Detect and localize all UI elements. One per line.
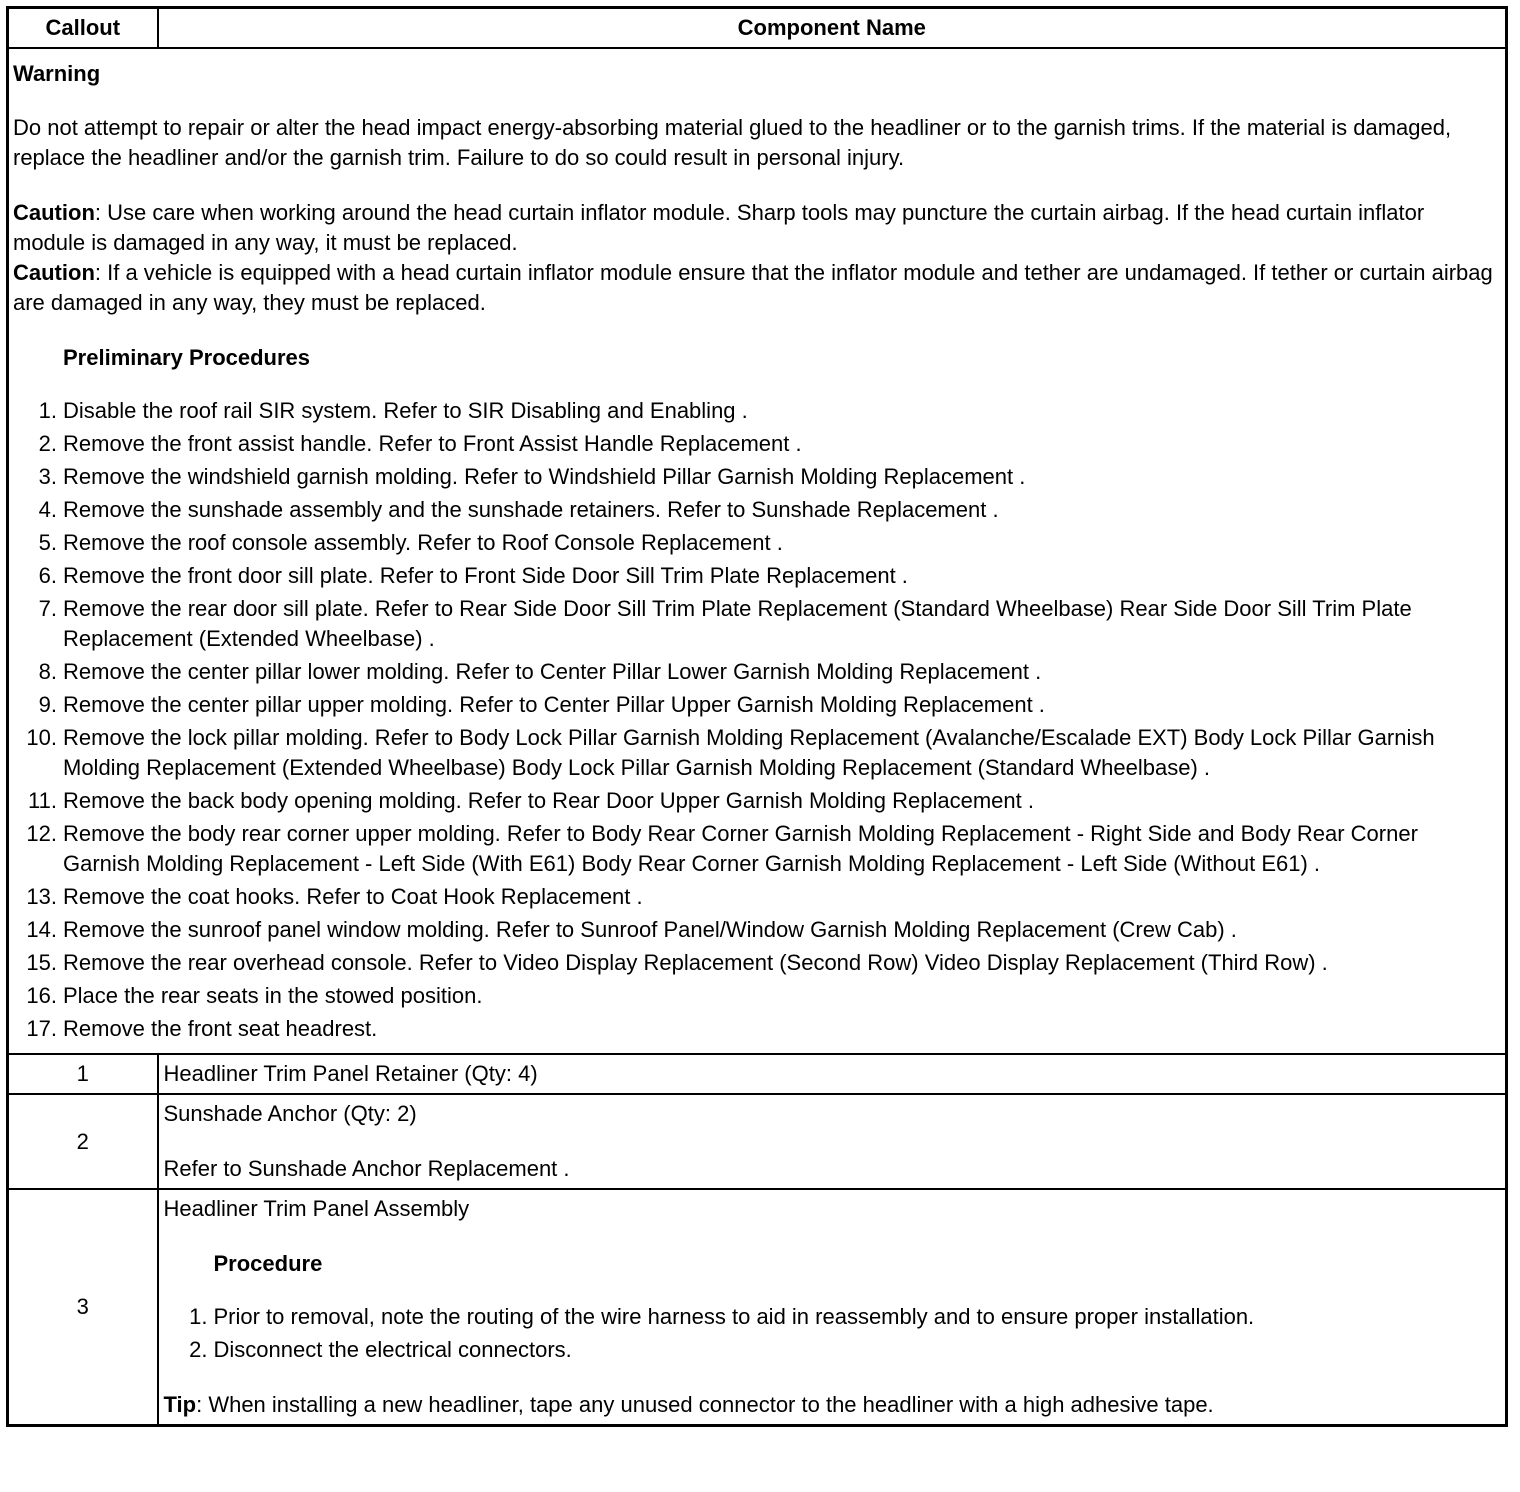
list-item bbox=[164, 1335, 1500, 1365]
step-number: 4. bbox=[38, 497, 57, 522]
step-number: 1. bbox=[38, 398, 57, 423]
step-number: 2. bbox=[189, 1337, 208, 1362]
list-item bbox=[13, 594, 1497, 654]
list-item bbox=[13, 690, 1497, 720]
caution-label: Caution bbox=[13, 260, 95, 285]
table-row bbox=[8, 1094, 1507, 1189]
list-item bbox=[13, 561, 1497, 591]
component-cell bbox=[158, 1094, 1507, 1189]
list-item bbox=[13, 819, 1497, 879]
step-text: Disconnect the electrical connectors. bbox=[213, 1337, 572, 1362]
component-reference: Refer to Sunshade Anchor Replacement . bbox=[163, 1156, 570, 1181]
step-number: 10. bbox=[26, 725, 57, 750]
step-number: 5. bbox=[38, 530, 57, 555]
step-text: Remove the body rear corner upper molding. Refer to Body Rear Corner Garnish Molding Replacement - Right Side and Body Rear Corner Garnish Molding Replacement - Left Side (With E61) Body Rear Corner Garnish Molding Replacement - Left Side (Without E61) . bbox=[63, 821, 1418, 876]
component-name: Headliner Trim Panel Retainer (Qty: 4) bbox=[158, 1054, 1507, 1094]
callout-number: 3 bbox=[8, 1189, 158, 1426]
caution-text: : If a vehicle is equipped with a head curtain inflator module ensure that the inflator module and tether are undamaged. If tether or curtain airbag are damaged in any way, they must be replaced. bbox=[13, 260, 1493, 315]
step-text: Remove the front door sill plate. Refer to Front Side Door Sill Trim Plate Replacement . bbox=[63, 563, 908, 588]
tip bbox=[164, 1390, 1500, 1420]
step-text: Remove the front seat headrest. bbox=[63, 1016, 378, 1041]
step-number: 9. bbox=[38, 692, 57, 717]
step-text: Remove the center pillar lower molding. Refer to Center Pillar Lower Garnish Molding Replacement . bbox=[63, 659, 1042, 684]
list-item bbox=[13, 1014, 1497, 1044]
step-number: 2. bbox=[38, 431, 57, 456]
step-text: Remove the rear overhead console. Refer to Video Display Replacement (Second Row) Video Display Replacement (Third Row) . bbox=[63, 950, 1328, 975]
step-number: 8. bbox=[38, 659, 57, 684]
list-item bbox=[13, 786, 1497, 816]
list-item bbox=[13, 948, 1497, 978]
step-text: Remove the front assist handle. Refer to Front Assist Handle Replacement . bbox=[63, 431, 802, 456]
step-text: Place the rear seats in the stowed position. bbox=[63, 983, 483, 1008]
warning-text: Do not attempt to repair or alter the head impact energy-absorbing material glued to the headliner or to the garnish trims. If the material is damaged, replace the headliner and/or the garnish trim. Failure to do so could result in personal injury. bbox=[13, 115, 1452, 170]
tip-text: : When installing a new headliner, tape any unused connector to the headliner with a high adhesive tape. bbox=[196, 1392, 1214, 1417]
step-number: 3. bbox=[38, 464, 57, 489]
caution-2 bbox=[13, 258, 1497, 318]
caution-1 bbox=[13, 198, 1497, 258]
procedure-steps-list bbox=[164, 1302, 1500, 1365]
step-text: Remove the windshield garnish molding. Refer to Windshield Pillar Garnish Molding Replacement . bbox=[63, 464, 1026, 489]
caution-label: Caution bbox=[13, 200, 95, 225]
warning-row bbox=[8, 48, 1507, 1054]
step-number: 16. bbox=[26, 983, 57, 1008]
warning-title: Warning bbox=[13, 61, 101, 86]
header-component-name: Component Name bbox=[158, 8, 1507, 49]
component-cell bbox=[158, 1189, 1507, 1426]
list-item bbox=[13, 396, 1497, 426]
step-number: 11. bbox=[28, 788, 57, 813]
step-number: 12. bbox=[26, 821, 57, 846]
list-item bbox=[13, 723, 1497, 783]
step-text: Prior to removal, note the routing of the wire harness to aid in reassembly and to ensure proper installation. bbox=[213, 1304, 1255, 1329]
list-item bbox=[13, 495, 1497, 525]
list-item bbox=[13, 981, 1497, 1011]
step-text: Remove the center pillar upper molding. Refer to Center Pillar Upper Garnish Molding Replacement . bbox=[63, 692, 1045, 717]
list-item bbox=[13, 657, 1497, 687]
list-item bbox=[164, 1302, 1500, 1332]
component-table bbox=[6, 6, 1508, 1427]
caution-text: : Use care when working around the head curtain inflator module. Sharp tools may puncture the curtain airbag. If the head curtain inflator module is damaged in any way, it must be replaced. bbox=[13, 200, 1425, 255]
step-number: 14. bbox=[26, 917, 57, 942]
step-text: Disable the roof rail SIR system. Refer to SIR Disabling and Enabling . bbox=[63, 398, 748, 423]
step-number: 7. bbox=[38, 596, 57, 621]
step-text: Remove the rear door sill plate. Refer to Rear Side Door Sill Trim Plate Replacement (Standard Wheelbase) Rear Side Door Sill Trim Plate Replacement (Extended Wheelbase) . bbox=[63, 596, 1412, 651]
step-number: 6. bbox=[38, 563, 57, 588]
procedure-title: Procedure bbox=[213, 1251, 323, 1276]
warning-cell bbox=[8, 48, 1507, 1054]
callout-number: 2 bbox=[8, 1094, 158, 1189]
step-number: 15. bbox=[26, 950, 57, 975]
step-text: Remove the lock pillar molding. Refer to Body Lock Pillar Garnish Molding Replacement (Avalanche/Escalade EXT) Body Lock Pillar Garnish Molding Replacement (Extended Wheelbase) Body Lock Pillar Garnish Molding Replacement (Standard Wheelbase) . bbox=[63, 725, 1435, 780]
list-item bbox=[13, 882, 1497, 912]
step-number: 1. bbox=[189, 1304, 208, 1329]
step-text: Remove the coat hooks. Refer to Coat Hook Replacement . bbox=[63, 884, 643, 909]
step-number: 13. bbox=[26, 884, 57, 909]
step-text: Remove the back body opening molding. Refer to Rear Door Upper Garnish Molding Replacement . bbox=[63, 788, 1034, 813]
list-item bbox=[13, 915, 1497, 945]
component-name: Headliner Trim Panel Assembly bbox=[163, 1196, 470, 1221]
step-number: 17. bbox=[26, 1016, 57, 1041]
step-text: Remove the sunshade assembly and the sunshade retainers. Refer to Sunshade Replacement . bbox=[63, 497, 999, 522]
step-text: Remove the sunroof panel window molding. Refer to Sunroof Panel/Window Garnish Molding Replacement (Crew Cab) . bbox=[63, 917, 1237, 942]
component-name: Sunshade Anchor (Qty: 2) bbox=[163, 1101, 417, 1126]
list-item bbox=[13, 528, 1497, 558]
preliminary-steps-list bbox=[13, 396, 1497, 1044]
preliminary-procedures-title: Preliminary Procedures bbox=[63, 345, 311, 370]
header-callout: Callout bbox=[8, 8, 158, 49]
header-row bbox=[8, 8, 1507, 49]
list-item bbox=[13, 429, 1497, 459]
step-text: Remove the roof console assembly. Refer to Roof Console Replacement . bbox=[63, 530, 783, 555]
table-row bbox=[8, 1189, 1507, 1426]
list-item bbox=[13, 462, 1497, 492]
tip-label: Tip bbox=[163, 1392, 197, 1417]
table-row bbox=[8, 1054, 1507, 1094]
callout-number: 1 bbox=[8, 1054, 158, 1094]
